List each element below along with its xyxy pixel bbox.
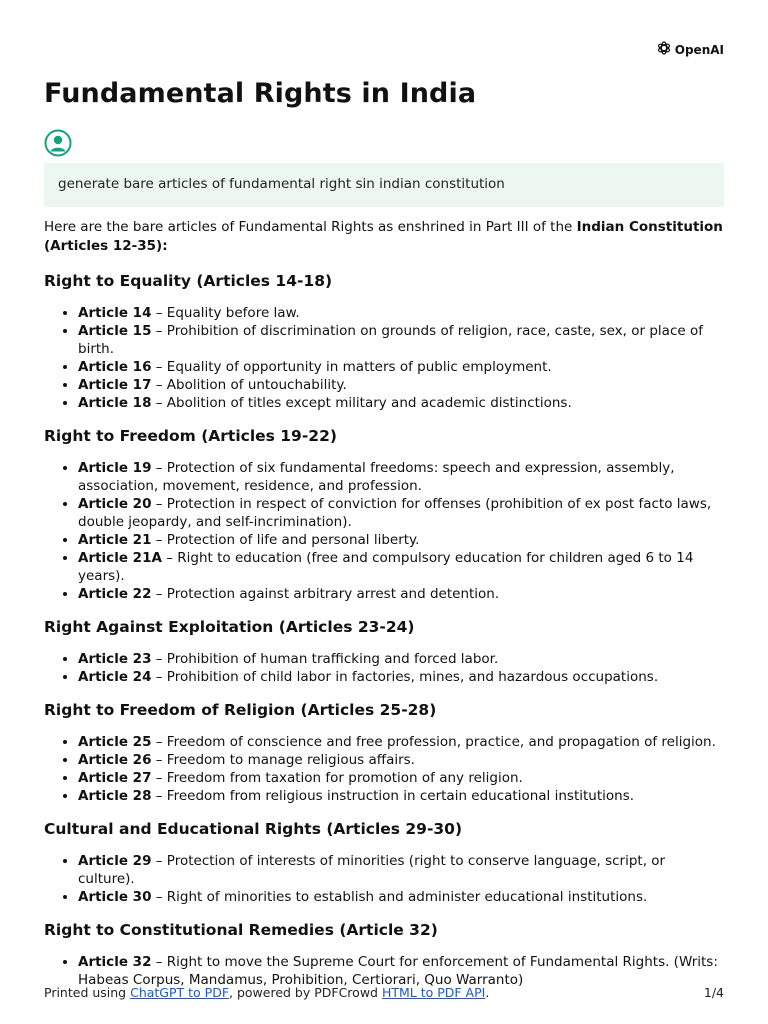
- article-item: [78, 322, 724, 358]
- user-prompt: generate bare articles of fundamental right sin indian constitution: [44, 163, 724, 207]
- article-number: Article 21: [78, 532, 152, 548]
- article-item: [78, 358, 724, 376]
- article-description: – Freedom to manage religious affairs.: [151, 752, 415, 768]
- article-description: – Freedom from taxation for promotion of any religion.: [151, 770, 523, 786]
- page-title: Fundamental Rights in India: [44, 78, 477, 109]
- article-item: [78, 668, 724, 686]
- article-number: Article 28: [78, 788, 152, 804]
- page-number: 1/4: [703, 985, 724, 1000]
- article-number: Article 17: [78, 377, 152, 393]
- article-description: – Right to move the Supreme Court for enforcement of Fundamental Rights. (Writs: Habeas Corpus, Mandamus, Prohibition, Certiorari, Quo Warranto): [78, 954, 718, 988]
- article-item: [78, 733, 724, 751]
- article-item: [78, 953, 724, 989]
- article-number: Article 19: [78, 460, 152, 476]
- article-item: [78, 852, 724, 888]
- article-description: – Prohibition of child labor in factories, mines, and hazardous occupations.: [151, 669, 659, 685]
- article-description: – Right of minorities to establish and administer educational institutions.: [151, 889, 648, 905]
- article-description: – Equality before law.: [151, 305, 300, 321]
- article-number: Article 26: [78, 752, 152, 768]
- footer-suffix: .: [485, 985, 490, 1000]
- article-item: [78, 459, 724, 495]
- article-item: [78, 787, 724, 805]
- openai-logo-icon: [656, 40, 672, 59]
- article-number: Article 14: [78, 305, 152, 321]
- article-number: Article 23: [78, 651, 152, 667]
- article-list: [44, 852, 724, 906]
- article-item: [78, 394, 724, 412]
- section-heading: Right to Constitutional Remedies (Article 32): [44, 921, 438, 939]
- article-number: Article 16: [78, 359, 152, 375]
- footer: [44, 985, 724, 1000]
- article-item: [78, 888, 724, 906]
- article-list: [44, 733, 724, 805]
- article-item: [78, 650, 724, 668]
- article-list: [44, 953, 724, 989]
- article-list: [44, 459, 724, 603]
- article-list: [44, 304, 724, 412]
- intro-paragraph: [44, 218, 724, 256]
- section-heading: Right to Freedom (Articles 19-22): [44, 427, 337, 445]
- section-heading: Right to Equality (Articles 14-18): [44, 272, 333, 290]
- article-number: Article 25: [78, 734, 152, 750]
- article-description: – Prohibition of human trafficking and forced labor.: [151, 651, 499, 667]
- footer-middle: , powered by PDFCrowd: [229, 985, 382, 1000]
- article-item: [78, 495, 724, 531]
- chatgpt-to-pdf-link[interactable]: ChatGPT to PDF: [130, 985, 230, 1000]
- section-heading: Right Against Exploitation (Articles 23-24): [44, 618, 415, 636]
- user-avatar-icon: [44, 129, 72, 157]
- article-number: Article 15: [78, 323, 152, 339]
- section-heading: Right to Freedom of Religion (Articles 25-28): [44, 701, 437, 719]
- article-description: – Equality of opportunity in matters of public employment.: [151, 359, 552, 375]
- article-item: [78, 376, 724, 394]
- article-item: [78, 585, 724, 603]
- article-item: [78, 304, 724, 322]
- article-number: Article 29: [78, 853, 152, 869]
- article-description: – Abolition of titles except military and academic distinctions.: [151, 395, 572, 411]
- section-heading: Cultural and Educational Rights (Articles 29-30): [44, 820, 463, 838]
- article-number: Article 20: [78, 496, 152, 512]
- article-number: Article 22: [78, 586, 152, 602]
- article-item: [78, 531, 724, 549]
- article-number: Article 30: [78, 889, 152, 905]
- article-item: [78, 751, 724, 769]
- openai-brand: [656, 40, 724, 59]
- article-description: – Protection in respect of conviction for offenses (prohibition of ex post facto laws, double jeopardy, and self-incrimination).: [78, 496, 712, 530]
- html-to-pdf-api-link[interactable]: HTML to PDF API: [381, 985, 486, 1000]
- article-description: – Protection of life and personal liberty.: [151, 532, 420, 548]
- article-description: – Protection of six fundamental freedoms: speech and expression, assembly, association, movement, residence, and profession.: [78, 460, 675, 494]
- article-number: Article 24: [78, 669, 152, 685]
- article-description: – Prohibition of discrimination on grounds of religion, race, caste, sex, or place of birth.: [78, 323, 703, 357]
- article-number: Article 18: [78, 395, 152, 411]
- footer-credit: [44, 985, 489, 1000]
- article-description: – Freedom from religious instruction in certain educational institutions.: [151, 788, 635, 804]
- article-item: [78, 769, 724, 787]
- article-number: Article 32: [78, 954, 152, 970]
- article-item: [78, 549, 724, 585]
- article-description: – Abolition of untouchability.: [151, 377, 347, 393]
- article-description: – Protection against arbitrary arrest and detention.: [151, 586, 500, 602]
- intro-text: Here are the bare articles of Fundamental Rights as enshrined in Part III of the: [44, 219, 577, 235]
- article-description: – Freedom of conscience and free profession, practice, and propagation of religion.: [151, 734, 716, 750]
- article-number: Article 21A: [78, 550, 162, 566]
- article-description: – Protection of interests of minorities (right to conserve language, script, or culture).: [78, 853, 666, 887]
- article-number: Article 27: [78, 770, 152, 786]
- article-description: – Right to education (free and compulsory education for children aged 6 to 14 years).: [78, 550, 694, 584]
- footer-prefix: Printed using: [44, 985, 131, 1000]
- article-list: [44, 650, 724, 686]
- brand-name: OpenAI: [674, 42, 724, 57]
- intro-bold: Indian Constitution (Articles 12-35):: [44, 219, 723, 254]
- response-content: [44, 218, 724, 1003]
